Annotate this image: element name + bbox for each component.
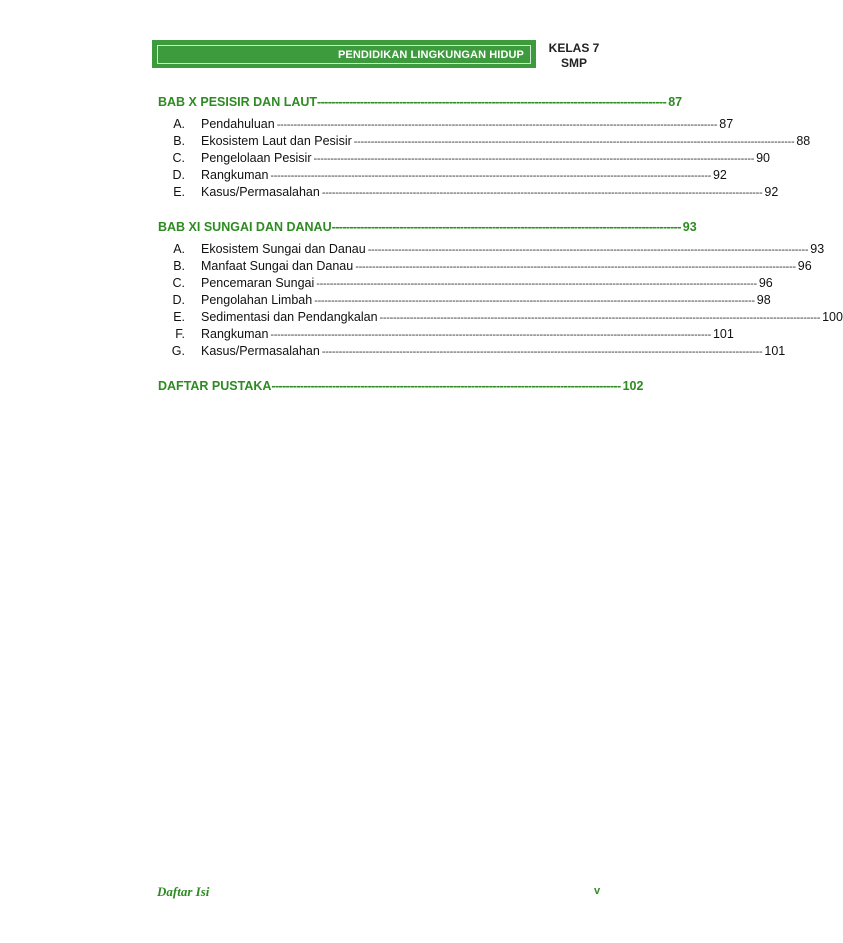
dot-leader: ----------------------------------------------------------------------------------------------------------------------------------- (353, 136, 795, 148)
toc-item[interactable] (158, 344, 786, 361)
item-title: Pengolahan Limbah (201, 293, 313, 307)
dot-leader: -------------------------------------------------------------------------------------------------- (331, 220, 681, 234)
item-letter: C. (172, 276, 185, 290)
dot-leader: ----------------------------------------------------------------------------------------------------------------------------------- (313, 153, 755, 165)
toc-item[interactable] (158, 310, 843, 327)
item-title: Rangkuman (201, 168, 269, 182)
item-page: 100 (822, 310, 843, 324)
chapter-page: 102 (622, 379, 644, 393)
item-page: 88 (796, 134, 811, 148)
dot-leader: ----------------------------------------------------------------------------------------------------------------------------------- (276, 119, 718, 131)
toc-item[interactable] (158, 151, 770, 168)
toc-item[interactable] (158, 327, 734, 344)
dot-leader: ----------------------------------------------------------------------------------------------------------------------------------- (316, 278, 757, 290)
item-title: Manfaat Sungai dan Danau (201, 259, 354, 273)
toc-item[interactable] (158, 293, 771, 310)
grade-line-1: KELAS 7 (548, 41, 600, 55)
toc-item[interactable] (158, 242, 825, 259)
footer-section-label: Daftar Isi (157, 884, 210, 899)
item-page: 90 (756, 151, 770, 165)
dot-leader: ----------------------------------------------------------------------------------------------------------------------------------- (314, 295, 755, 307)
item-page: 96 (758, 276, 773, 290)
item-letter: B. (173, 134, 185, 148)
item-letter: D. (172, 293, 185, 307)
dot-leader: ----------------------------------------------------------------------------------------------------------------------------------- (321, 187, 763, 199)
item-title: Pengelolaan Pesisir (201, 151, 312, 165)
dot-leader: ----------------------------------------------------------------------------------------------------------------------------------- (367, 244, 809, 256)
bibliography-heading[interactable] (158, 379, 644, 397)
dot-leader: -------------------------------------------------------------------------------------------------- (317, 95, 667, 109)
item-letter: B. (173, 259, 185, 273)
item-letter: C. (172, 151, 185, 165)
chapter-11-items (158, 242, 843, 361)
chapter-10-heading[interactable] (158, 95, 683, 113)
item-title: Rangkuman (201, 327, 269, 341)
header-frame (157, 45, 531, 64)
footer-page-number: v (594, 885, 601, 897)
item-page: 92 (712, 168, 727, 182)
item-title: Ekosistem Laut dan Pesisir (201, 134, 352, 148)
item-page: 98 (756, 293, 771, 307)
table-of-contents (158, 95, 843, 397)
item-title: Pencemaran Sungai (201, 276, 315, 290)
dot-leader: ----------------------------------------------------------------------------------------------------------------------------------- (355, 261, 796, 273)
dot-leader: -------------------------------------------------------------------------------------------------- (271, 379, 621, 393)
header-title: PENDIDIKAN LINGKUNGAN HIDUP (337, 48, 524, 61)
item-title: Sedimentasi dan Pendangkalan (201, 310, 378, 324)
toc-item[interactable] (158, 185, 779, 202)
item-letter: E. (173, 310, 185, 324)
grade-line-2: SMP (560, 56, 587, 70)
item-letter: E. (173, 185, 185, 199)
item-title: Ekosistem Sungai dan Danau (201, 242, 366, 256)
item-page: 96 (797, 259, 812, 273)
toc-item[interactable] (158, 134, 811, 151)
dot-leader: ----------------------------------------------------------------------------------------------------------------------------------- (270, 329, 711, 341)
item-page: 93 (810, 242, 825, 256)
item-title: Kasus/Permasalahan (201, 185, 320, 199)
header-bar (152, 40, 536, 68)
grade-label (540, 41, 608, 71)
chapter-11-heading[interactable] (158, 220, 697, 238)
item-letter: G. (171, 344, 185, 358)
chapter-title: BAB X PESISIR DAN LAUT (158, 95, 318, 109)
item-title: Pendahuluan (201, 117, 275, 131)
dot-leader: ----------------------------------------------------------------------------------------------------------------------------------- (379, 312, 821, 324)
item-page: 101 (712, 327, 734, 341)
item-title: Kasus/Permasalahan (201, 344, 320, 358)
toc-item[interactable] (158, 276, 773, 293)
toc-item[interactable] (158, 259, 812, 276)
toc-item[interactable] (158, 168, 727, 185)
chapter-page: 87 (668, 95, 683, 109)
item-letter: A. (173, 117, 185, 131)
item-page: 87 (719, 117, 734, 131)
chapter-title: BAB XI SUNGAI DAN DANAU (158, 220, 332, 234)
item-letter: A. (173, 242, 185, 256)
dot-leader: ----------------------------------------------------------------------------------------------------------------------------------- (270, 170, 711, 182)
item-letter: F. (175, 327, 185, 341)
dot-leader: ----------------------------------------------------------------------------------------------------------------------------------- (321, 346, 763, 358)
item-page: 101 (764, 344, 786, 358)
toc-item[interactable] (158, 117, 734, 134)
item-page: 92 (764, 185, 779, 199)
chapter-page: 93 (682, 220, 697, 234)
item-letter: D. (172, 168, 185, 182)
chapter-10-items (158, 117, 811, 202)
chapter-title: DAFTAR PUSTAKA (158, 379, 272, 393)
